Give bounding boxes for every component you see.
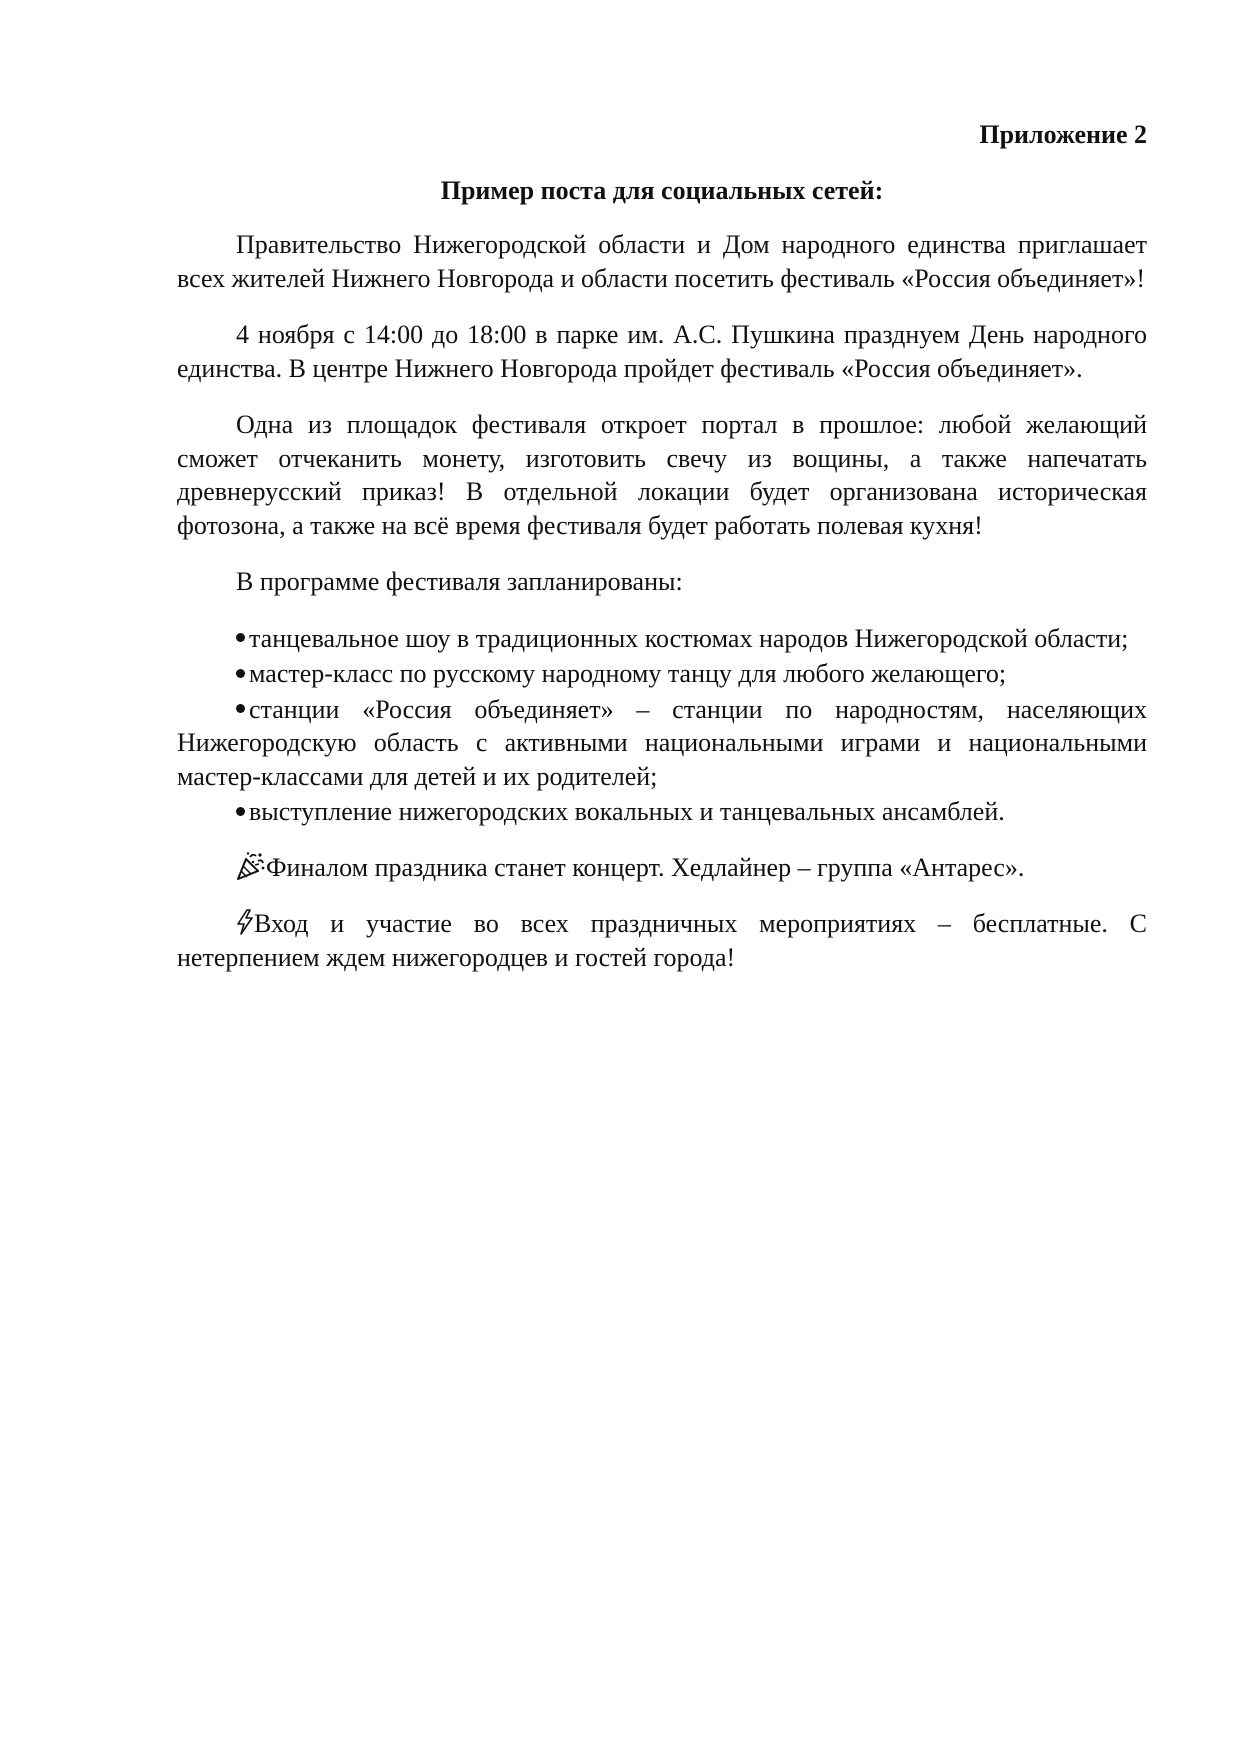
entry-text: Вход и участие во всех праздничных мероприятиях – бесплатные. С нетерпением ждем нижегородцев и гостей города!: [177, 909, 1147, 972]
program-intro: В программе фестиваля запланированы:: [236, 567, 683, 596]
program-item: [177, 795, 1147, 829]
lightning-icon: [236, 907, 254, 941]
bullet-icon: [236, 807, 245, 816]
finale-text: Финалом праздника станет концерт. Хедлайнер – группа «Антарес».: [266, 852, 1025, 882]
program-item: [177, 693, 1147, 794]
document-body: [177, 118, 1147, 997]
paragraph-finale: [177, 851, 1147, 885]
bullet-icon: [236, 669, 245, 678]
appendix-label: Приложение 2: [979, 120, 1147, 149]
bullet-icon: [236, 704, 245, 713]
paragraph-entry: [177, 907, 1147, 974]
program-item-text: станции «Россия объединяет» – станции по народностям, населяющих Нижегородскую область с активными национальными играми и национальными мастер-классами для детей и их родителей;: [177, 694, 1147, 791]
paragraph-invitation: Правительство Нижегородской области и Дом народного единства приглашает всех жителей Нижнего Новгорода и области посетить фестиваль «Россия объединяет»!: [177, 230, 1147, 293]
program-item-text: мастер-класс по русскому народному танцу для любого желающего;: [249, 659, 1007, 688]
paragraph-date-time: 4 ноября с 14:00 до 18:00 в парке им. А.С. Пушкина празднуем День народного единства. В центре Нижнего Новгорода пройдет фестиваль «Россия объединяет».: [177, 320, 1147, 383]
program-item: [177, 657, 1147, 691]
program-item-text: танцевальное шоу в традиционных костюмах народов Нижегородской области;: [249, 623, 1129, 653]
paragraph-activities: Одна из площадок фестиваля откроет портал в прошлое: любой желающий сможет отчеканить монету, изготовить свечу из вощины, а также напечатать древнерусский приказ! В отдельной локации будет организована историческая фотозона, а также на всё время фестиваля будет работать полевая кухня!: [177, 410, 1147, 540]
program-item-text: выступление нижегородских вокальных и танцевальных ансамблей.: [249, 797, 1005, 826]
program-list: [177, 622, 1147, 829]
party-popper-icon: [236, 851, 266, 885]
bullet-icon: [236, 633, 245, 642]
document-heading: Пример поста для социальных сетей:: [440, 175, 884, 205]
program-item: [177, 622, 1147, 656]
